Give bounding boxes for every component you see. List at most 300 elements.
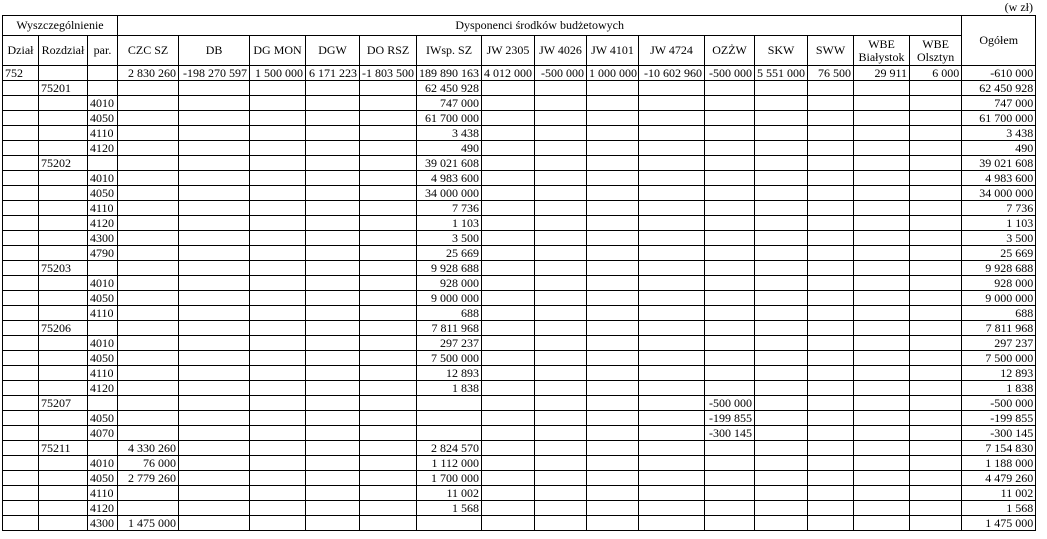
cell-value [535,111,587,126]
cell-value [910,381,962,396]
cell-value [587,126,639,141]
cell-value [250,486,306,501]
cell-value [360,306,417,321]
cell-value [587,366,639,381]
cell-value [360,246,417,261]
cell-rozdzial [39,186,88,201]
cell-value: 34 000 000 [417,186,482,201]
cell-value [705,291,755,306]
cell-value [910,111,962,126]
cell-value [910,231,962,246]
cell-rozdzial [39,351,88,366]
cell-value [705,186,755,201]
cell-value [910,261,962,276]
cell-value: 11 002 [417,486,482,501]
cell-value [854,381,910,396]
cell-value: 25 669 [417,246,482,261]
column-header: JW 4101 [587,36,639,66]
cell-rozdzial [39,246,88,261]
cell-value [250,456,306,471]
cell-value [179,111,250,126]
cell-value [755,216,808,231]
cell-value: 61 700 000 [417,111,482,126]
cell-value [482,216,535,231]
cell-par: 4050 [88,291,118,306]
cell-value [755,456,808,471]
cell-value: 4 330 260 [118,441,179,456]
cell-total: 4 983 600 [962,171,1036,186]
cell-value: 1 475 000 [118,516,179,531]
cell-value [854,156,910,171]
cell-value [118,321,179,336]
cell-value [639,246,705,261]
cell-value [118,366,179,381]
cell-value [306,141,360,156]
cell-rozdzial [39,456,88,471]
cell-value [535,411,587,426]
cell-value [639,156,705,171]
cell-value [910,141,962,156]
cell-value: 3 438 [417,126,482,141]
cell-total: 3 500 [962,231,1036,246]
cell-dzial [3,246,39,261]
cell-value [910,291,962,306]
cell-value [535,306,587,321]
table-row [3,66,1036,81]
cell-par: 4010 [88,336,118,351]
cell-value [587,96,639,111]
cell-value [910,486,962,501]
cell-value [250,126,306,141]
cell-value [482,276,535,291]
cell-value [755,411,808,426]
cell-total: 25 669 [962,246,1036,261]
cell-value [360,441,417,456]
column-header: JW 4724 [639,36,705,66]
cell-total: -610 000 [962,66,1036,81]
cell-value [250,516,306,531]
cell-value [755,276,808,291]
cell-value [118,396,179,411]
cell-value [250,351,306,366]
cell-value [910,201,962,216]
cell-value [118,141,179,156]
cell-value [482,81,535,96]
cell-value: 1 700 000 [417,471,482,486]
cell-value [755,246,808,261]
table-row [3,186,1036,201]
cell-total: -300 145 [962,426,1036,441]
cell-total: 1 568 [962,501,1036,516]
cell-value [587,426,639,441]
cell-value [854,411,910,426]
cell-value [250,171,306,186]
cell-dzial [3,96,39,111]
cell-value [306,411,360,426]
cell-value [360,126,417,141]
cell-value [535,156,587,171]
cell-value [482,351,535,366]
cell-value [482,306,535,321]
cell-par: 4010 [88,276,118,291]
cell-value [705,381,755,396]
cell-value [118,276,179,291]
cell-value [755,291,808,306]
cell-value [535,231,587,246]
cell-dzial [3,261,39,276]
cell-value [910,306,962,321]
cell-value [306,426,360,441]
cell-rozdzial: 75206 [39,321,88,336]
cell-value [306,231,360,246]
cell-par: 4050 [88,471,118,486]
cell-value [705,321,755,336]
cell-value [118,306,179,321]
cell-value [587,186,639,201]
cell-dzial [3,351,39,366]
cell-value [360,276,417,291]
cell-total: -500 000 [962,396,1036,411]
cell-value: 747 000 [417,96,482,111]
cell-value [910,516,962,531]
cell-value [118,186,179,201]
cell-value: 2 830 260 [118,66,179,81]
table-row [3,156,1036,171]
column-header: SWW [808,36,854,66]
cell-value [587,381,639,396]
cell-value [482,486,535,501]
cell-value: 2 779 260 [118,471,179,486]
cell-value [306,156,360,171]
cell-value [808,231,854,246]
cell-value [306,471,360,486]
cell-total: 9 000 000 [962,291,1036,306]
cell-value [482,141,535,156]
cell-value: 9 928 688 [417,261,482,276]
cell-value [854,336,910,351]
cell-value [179,201,250,216]
cell-value [854,501,910,516]
column-header: DO RSZ [360,36,417,66]
cell-value: 928 000 [417,276,482,291]
cell-value [535,276,587,291]
cell-total: 7 736 [962,201,1036,216]
cell-value [705,501,755,516]
cell-value [587,456,639,471]
cell-value [587,141,639,156]
cell-value [535,396,587,411]
cell-value [910,126,962,141]
column-header: IWsp. SZ [417,36,482,66]
cell-value [179,171,250,186]
cell-value: 1 000 000 [587,66,639,81]
cell-dzial [3,426,39,441]
cell-value [705,441,755,456]
column-header: WBE Białystok [854,36,910,66]
cell-value [179,411,250,426]
cell-par [88,66,118,81]
cell-value: 4 012 000 [482,66,535,81]
cell-dzial [3,441,39,456]
cell-value [854,111,910,126]
cell-value [705,351,755,366]
cell-value [360,516,417,531]
cell-value [808,261,854,276]
table-row [3,381,1036,396]
cell-value [360,81,417,96]
cell-value [250,141,306,156]
cell-rozdzial [39,111,88,126]
cell-dzial [3,381,39,396]
cell-value: 62 450 928 [417,81,482,96]
cell-value [705,231,755,246]
cell-value [639,426,705,441]
cell-total: 34 000 000 [962,186,1036,201]
cell-value [639,141,705,156]
cell-value [360,201,417,216]
cell-value [705,81,755,96]
cell-value: 39 021 608 [417,156,482,171]
cell-value [179,501,250,516]
cell-dzial [3,486,39,501]
cell-value [755,441,808,456]
cell-value [482,516,535,531]
cell-value [854,216,910,231]
cell-value [808,141,854,156]
cell-value [306,96,360,111]
cell-par [88,156,118,171]
cell-value [482,501,535,516]
cell-value: 2 824 570 [417,441,482,456]
cell-value [808,96,854,111]
cell-value [360,111,417,126]
table-body [3,66,1036,531]
cell-value: 490 [417,141,482,156]
cell-value [306,486,360,501]
cell-value [118,171,179,186]
cell-value [179,336,250,351]
cell-par: 4050 [88,351,118,366]
cell-par: 4110 [88,366,118,381]
cell-value [250,111,306,126]
cell-value [482,186,535,201]
budget-table [2,15,1036,531]
cell-par: 4050 [88,111,118,126]
cell-value [482,441,535,456]
cell-value [535,336,587,351]
cell-value [250,321,306,336]
cell-value [755,501,808,516]
cell-value [808,456,854,471]
cell-value [250,231,306,246]
cell-value [482,336,535,351]
cell-dzial [3,501,39,516]
cell-value: 297 237 [417,336,482,351]
cell-value [118,126,179,141]
cell-value: 1 112 000 [417,456,482,471]
cell-rozdzial [39,471,88,486]
cell-value [417,516,482,531]
cell-value [535,171,587,186]
cell-value [854,261,910,276]
cell-par: 4120 [88,501,118,516]
cell-value [639,201,705,216]
cell-value [808,171,854,186]
cell-rozdzial [39,66,88,81]
cell-value [306,216,360,231]
table-row [3,141,1036,156]
cell-value [360,471,417,486]
cell-value [118,201,179,216]
cell-value [179,471,250,486]
cell-value [587,291,639,306]
cell-par [88,321,118,336]
cell-value [639,441,705,456]
cell-value [179,261,250,276]
cell-value [587,486,639,501]
table-row [3,231,1036,246]
cell-value [482,381,535,396]
cell-value [306,276,360,291]
cell-value [179,246,250,261]
cell-value [360,351,417,366]
cell-value [639,96,705,111]
table-row [3,456,1036,471]
cell-total: 7 811 968 [962,321,1036,336]
cell-value [587,471,639,486]
cell-value [306,126,360,141]
cell-dzial [3,516,39,531]
cell-value [118,291,179,306]
cell-value [910,171,962,186]
cell-dzial [3,291,39,306]
table-row [3,246,1036,261]
cell-value [854,276,910,291]
cell-value [179,276,250,291]
cell-value [639,126,705,141]
cell-value [360,171,417,186]
cell-value [639,351,705,366]
cell-value [639,471,705,486]
cell-value [360,216,417,231]
cell-value [587,351,639,366]
cell-value [755,486,808,501]
cell-par: 4300 [88,231,118,246]
table-row [3,201,1036,216]
cell-value [854,441,910,456]
cell-value [535,486,587,501]
cell-value [118,156,179,171]
table-row [3,516,1036,531]
cell-value [705,201,755,216]
column-header: DB [179,36,250,66]
cell-value [755,111,808,126]
cell-value [808,486,854,501]
cell-par: 4110 [88,306,118,321]
cell-value: 76 000 [118,456,179,471]
table-row [3,96,1036,111]
table-row [3,306,1036,321]
cell-value [360,396,417,411]
cell-value [808,291,854,306]
cell-value [179,126,250,141]
cell-value [639,456,705,471]
cell-value [250,306,306,321]
cell-value [705,246,755,261]
cell-value [535,141,587,156]
cell-rozdzial: 75203 [39,261,88,276]
cell-value [639,216,705,231]
cell-value [808,411,854,426]
cell-value [755,366,808,381]
cell-value [854,366,910,381]
cell-value [808,186,854,201]
cell-value [306,366,360,381]
cell-value [306,501,360,516]
cell-value [118,246,179,261]
table-row [3,126,1036,141]
cell-value [360,156,417,171]
cell-total: 747 000 [962,96,1036,111]
cell-rozdzial [39,291,88,306]
cell-value [482,171,535,186]
cell-value [535,381,587,396]
cell-value: 6 171 223 [306,66,360,81]
cell-value [755,381,808,396]
cell-value [639,321,705,336]
cell-value [705,366,755,381]
cell-par: 4110 [88,486,118,501]
cell-value [910,81,962,96]
cell-value: 5 551 000 [755,66,808,81]
cell-rozdzial [39,426,88,441]
cell-value [118,231,179,246]
cell-value [482,201,535,216]
column-header: OZŻW [705,36,755,66]
cell-value [854,126,910,141]
cell-dzial [3,81,39,96]
cell-value [482,471,535,486]
cell-value [360,336,417,351]
header-wyszczegolnienie: Wyszczególnienie [3,16,118,36]
table-row [3,501,1036,516]
cell-dzial [3,336,39,351]
cell-value [179,156,250,171]
cell-total: 928 000 [962,276,1036,291]
cell-value [179,366,250,381]
cell-value [306,321,360,336]
cell-value: 4 983 600 [417,171,482,186]
cell-value [755,261,808,276]
cell-value [179,141,250,156]
cell-rozdzial [39,366,88,381]
table-row [3,486,1036,501]
cell-value [250,396,306,411]
cell-value [482,126,535,141]
cell-value [639,306,705,321]
cell-value [587,201,639,216]
cell-value [587,306,639,321]
cell-value [755,396,808,411]
cell-dzial [3,171,39,186]
cell-value [854,81,910,96]
cell-value [639,366,705,381]
table-row [3,396,1036,411]
cell-total: 7 500 000 [962,351,1036,366]
cell-total: 4 479 260 [962,471,1036,486]
cell-value [250,81,306,96]
cell-value [179,321,250,336]
